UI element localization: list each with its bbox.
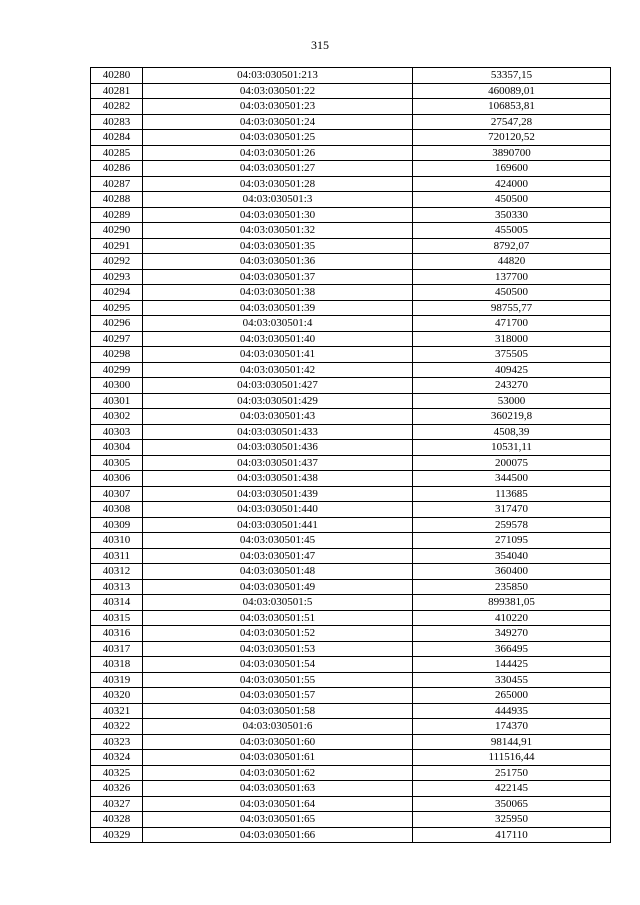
cadastral-number-cell: 04:03:030501:55 bbox=[143, 672, 413, 688]
value-cell: 375505 bbox=[413, 347, 611, 363]
cadastral-number-cell: 04:03:030501:39 bbox=[143, 300, 413, 316]
value-cell: 422145 bbox=[413, 781, 611, 797]
value-cell: 417110 bbox=[413, 827, 611, 843]
cadastral-number-cell: 04:03:030501:439 bbox=[143, 486, 413, 502]
row-number-cell: 40281 bbox=[91, 83, 143, 99]
row-number-cell: 40288 bbox=[91, 192, 143, 208]
row-number-cell: 40297 bbox=[91, 331, 143, 347]
cadastral-number-cell: 04:03:030501:35 bbox=[143, 238, 413, 254]
value-cell: 174370 bbox=[413, 719, 611, 735]
table-row bbox=[91, 657, 611, 673]
table-row bbox=[91, 486, 611, 502]
row-number-cell: 40313 bbox=[91, 579, 143, 595]
cadastral-number-cell: 04:03:030501:437 bbox=[143, 455, 413, 471]
value-cell: 330455 bbox=[413, 672, 611, 688]
table-row bbox=[91, 145, 611, 161]
table-row bbox=[91, 734, 611, 750]
cadastral-number-cell: 04:03:030501:58 bbox=[143, 703, 413, 719]
value-cell: 200075 bbox=[413, 455, 611, 471]
table-row bbox=[91, 99, 611, 115]
value-cell: 899381,05 bbox=[413, 595, 611, 611]
cadastral-number-cell: 04:03:030501:48 bbox=[143, 564, 413, 580]
table-row bbox=[91, 362, 611, 378]
table-row bbox=[91, 610, 611, 626]
row-number-cell: 40316 bbox=[91, 626, 143, 642]
table-row bbox=[91, 269, 611, 285]
table-row bbox=[91, 796, 611, 812]
cadastral-number-cell: 04:03:030501:40 bbox=[143, 331, 413, 347]
row-number-cell: 40301 bbox=[91, 393, 143, 409]
cadastral-number-cell: 04:03:030501:26 bbox=[143, 145, 413, 161]
value-cell: 137700 bbox=[413, 269, 611, 285]
cadastral-number-cell: 04:03:030501:51 bbox=[143, 610, 413, 626]
cadastral-number-cell: 04:03:030501:38 bbox=[143, 285, 413, 301]
table-row bbox=[91, 672, 611, 688]
row-number-cell: 40287 bbox=[91, 176, 143, 192]
table-row bbox=[91, 238, 611, 254]
table-row bbox=[91, 502, 611, 518]
row-number-cell: 40302 bbox=[91, 409, 143, 425]
row-number-cell: 40289 bbox=[91, 207, 143, 223]
cadastral-number-cell: 04:03:030501:52 bbox=[143, 626, 413, 642]
cadastral-number-cell: 04:03:030501:36 bbox=[143, 254, 413, 270]
row-number-cell: 40312 bbox=[91, 564, 143, 580]
value-cell: 460089,01 bbox=[413, 83, 611, 99]
cadastral-number-cell: 04:03:030501:24 bbox=[143, 114, 413, 130]
table-row bbox=[91, 378, 611, 394]
cadastral-number-cell: 04:03:030501:25 bbox=[143, 130, 413, 146]
cadastral-number-cell: 04:03:030501:32 bbox=[143, 223, 413, 239]
table-row bbox=[91, 161, 611, 177]
cadastral-number-cell: 04:03:030501:30 bbox=[143, 207, 413, 223]
row-number-cell: 40318 bbox=[91, 657, 143, 673]
cadastral-number-cell: 04:03:030501:57 bbox=[143, 688, 413, 704]
row-number-cell: 40304 bbox=[91, 440, 143, 456]
row-number-cell: 40295 bbox=[91, 300, 143, 316]
table-row bbox=[91, 781, 611, 797]
value-cell: 27547,28 bbox=[413, 114, 611, 130]
value-cell: 106853,81 bbox=[413, 99, 611, 115]
value-cell: 53357,15 bbox=[413, 68, 611, 84]
row-number-cell: 40310 bbox=[91, 533, 143, 549]
registry-table-body bbox=[91, 68, 611, 843]
row-number-cell: 40323 bbox=[91, 734, 143, 750]
row-number-cell: 40286 bbox=[91, 161, 143, 177]
table-row bbox=[91, 517, 611, 533]
cadastral-number-cell: 04:03:030501:49 bbox=[143, 579, 413, 595]
table-row bbox=[91, 765, 611, 781]
cadastral-number-cell: 04:03:030501:65 bbox=[143, 812, 413, 828]
cadastral-number-cell: 04:03:030501:60 bbox=[143, 734, 413, 750]
value-cell: 98755,77 bbox=[413, 300, 611, 316]
cadastral-number-cell: 04:03:030501:429 bbox=[143, 393, 413, 409]
row-number-cell: 40328 bbox=[91, 812, 143, 828]
cadastral-number-cell: 04:03:030501:37 bbox=[143, 269, 413, 285]
row-number-cell: 40320 bbox=[91, 688, 143, 704]
cadastral-number-cell: 04:03:030501:45 bbox=[143, 533, 413, 549]
row-number-cell: 40308 bbox=[91, 502, 143, 518]
table-row bbox=[91, 254, 611, 270]
cadastral-number-cell: 04:03:030501:213 bbox=[143, 68, 413, 84]
row-number-cell: 40291 bbox=[91, 238, 143, 254]
row-number-cell: 40325 bbox=[91, 765, 143, 781]
table-row bbox=[91, 812, 611, 828]
row-number-cell: 40282 bbox=[91, 99, 143, 115]
table-row bbox=[91, 300, 611, 316]
value-cell: 409425 bbox=[413, 362, 611, 378]
value-cell: 360219,8 bbox=[413, 409, 611, 425]
cadastral-number-cell: 04:03:030501:63 bbox=[143, 781, 413, 797]
value-cell: 354040 bbox=[413, 548, 611, 564]
value-cell: 10531,11 bbox=[413, 440, 611, 456]
table-row bbox=[91, 595, 611, 611]
table-row bbox=[91, 641, 611, 657]
value-cell: 318000 bbox=[413, 331, 611, 347]
row-number-cell: 40292 bbox=[91, 254, 143, 270]
value-cell: 144425 bbox=[413, 657, 611, 673]
row-number-cell: 40329 bbox=[91, 827, 143, 843]
value-cell: 424000 bbox=[413, 176, 611, 192]
value-cell: 271095 bbox=[413, 533, 611, 549]
row-number-cell: 40293 bbox=[91, 269, 143, 285]
cadastral-number-cell: 04:03:030501:42 bbox=[143, 362, 413, 378]
value-cell: 366495 bbox=[413, 641, 611, 657]
table-row bbox=[91, 409, 611, 425]
cadastral-number-cell: 04:03:030501:22 bbox=[143, 83, 413, 99]
value-cell: 4508,39 bbox=[413, 424, 611, 440]
cadastral-number-cell: 04:03:030501:66 bbox=[143, 827, 413, 843]
cadastral-number-cell: 04:03:030501:433 bbox=[143, 424, 413, 440]
value-cell: 349270 bbox=[413, 626, 611, 642]
row-number-cell: 40280 bbox=[91, 68, 143, 84]
row-number-cell: 40303 bbox=[91, 424, 143, 440]
table-row bbox=[91, 192, 611, 208]
table-row bbox=[91, 331, 611, 347]
row-number-cell: 40283 bbox=[91, 114, 143, 130]
cadastral-number-cell: 04:03:030501:23 bbox=[143, 99, 413, 115]
row-number-cell: 40285 bbox=[91, 145, 143, 161]
value-cell: 450500 bbox=[413, 192, 611, 208]
cadastral-number-cell: 04:03:030501:3 bbox=[143, 192, 413, 208]
row-number-cell: 40284 bbox=[91, 130, 143, 146]
row-number-cell: 40321 bbox=[91, 703, 143, 719]
value-cell: 113685 bbox=[413, 486, 611, 502]
row-number-cell: 40300 bbox=[91, 378, 143, 394]
value-cell: 259578 bbox=[413, 517, 611, 533]
row-number-cell: 40311 bbox=[91, 548, 143, 564]
table-row bbox=[91, 626, 611, 642]
cadastral-number-cell: 04:03:030501:53 bbox=[143, 641, 413, 657]
cadastral-number-cell: 04:03:030501:54 bbox=[143, 657, 413, 673]
row-number-cell: 40298 bbox=[91, 347, 143, 363]
row-number-cell: 40296 bbox=[91, 316, 143, 332]
cadastral-number-cell: 04:03:030501:41 bbox=[143, 347, 413, 363]
cadastral-number-cell: 04:03:030501:4 bbox=[143, 316, 413, 332]
value-cell: 265000 bbox=[413, 688, 611, 704]
value-cell: 98144,91 bbox=[413, 734, 611, 750]
row-number-cell: 40314 bbox=[91, 595, 143, 611]
cadastral-number-cell: 04:03:030501:427 bbox=[143, 378, 413, 394]
row-number-cell: 40306 bbox=[91, 471, 143, 487]
cadastral-number-cell: 04:03:030501:28 bbox=[143, 176, 413, 192]
table-row bbox=[91, 455, 611, 471]
value-cell: 8792,07 bbox=[413, 238, 611, 254]
table-row bbox=[91, 130, 611, 146]
table-row bbox=[91, 424, 611, 440]
table-row bbox=[91, 440, 611, 456]
cadastral-number-cell: 04:03:030501:440 bbox=[143, 502, 413, 518]
table-row bbox=[91, 207, 611, 223]
row-number-cell: 40299 bbox=[91, 362, 143, 378]
cadastral-number-cell: 04:03:030501:64 bbox=[143, 796, 413, 812]
value-cell: 360400 bbox=[413, 564, 611, 580]
table-row bbox=[91, 114, 611, 130]
table-row bbox=[91, 316, 611, 332]
row-number-cell: 40322 bbox=[91, 719, 143, 735]
table-row bbox=[91, 223, 611, 239]
cadastral-number-cell: 04:03:030501:43 bbox=[143, 409, 413, 425]
value-cell: 169600 bbox=[413, 161, 611, 177]
value-cell: 3890700 bbox=[413, 145, 611, 161]
table-row bbox=[91, 285, 611, 301]
table-row bbox=[91, 827, 611, 843]
cadastral-number-cell: 04:03:030501:438 bbox=[143, 471, 413, 487]
table-row bbox=[91, 564, 611, 580]
registry-table bbox=[90, 67, 611, 843]
row-number-cell: 40324 bbox=[91, 750, 143, 766]
table-row bbox=[91, 393, 611, 409]
cadastral-number-cell: 04:03:030501:436 bbox=[143, 440, 413, 456]
table-row bbox=[91, 579, 611, 595]
table-row bbox=[91, 688, 611, 704]
row-number-cell: 40327 bbox=[91, 796, 143, 812]
cadastral-number-cell: 04:03:030501:6 bbox=[143, 719, 413, 735]
value-cell: 44820 bbox=[413, 254, 611, 270]
table-row bbox=[91, 347, 611, 363]
table-row bbox=[91, 703, 611, 719]
table-row bbox=[91, 750, 611, 766]
cadastral-number-cell: 04:03:030501:5 bbox=[143, 595, 413, 611]
value-cell: 471700 bbox=[413, 316, 611, 332]
table-row bbox=[91, 471, 611, 487]
value-cell: 450500 bbox=[413, 285, 611, 301]
value-cell: 317470 bbox=[413, 502, 611, 518]
value-cell: 720120,52 bbox=[413, 130, 611, 146]
cadastral-number-cell: 04:03:030501:62 bbox=[143, 765, 413, 781]
value-cell: 455005 bbox=[413, 223, 611, 239]
value-cell: 350065 bbox=[413, 796, 611, 812]
cadastral-number-cell: 04:03:030501:441 bbox=[143, 517, 413, 533]
row-number-cell: 40307 bbox=[91, 486, 143, 502]
row-number-cell: 40315 bbox=[91, 610, 143, 626]
value-cell: 444935 bbox=[413, 703, 611, 719]
value-cell: 350330 bbox=[413, 207, 611, 223]
cadastral-number-cell: 04:03:030501:47 bbox=[143, 548, 413, 564]
value-cell: 235850 bbox=[413, 579, 611, 595]
table-row bbox=[91, 83, 611, 99]
cadastral-number-cell: 04:03:030501:61 bbox=[143, 750, 413, 766]
row-number-cell: 40319 bbox=[91, 672, 143, 688]
row-number-cell: 40290 bbox=[91, 223, 143, 239]
value-cell: 53000 bbox=[413, 393, 611, 409]
value-cell: 251750 bbox=[413, 765, 611, 781]
row-number-cell: 40305 bbox=[91, 455, 143, 471]
row-number-cell: 40326 bbox=[91, 781, 143, 797]
table-row bbox=[91, 548, 611, 564]
row-number-cell: 40309 bbox=[91, 517, 143, 533]
value-cell: 410220 bbox=[413, 610, 611, 626]
table-row bbox=[91, 68, 611, 84]
table-row bbox=[91, 719, 611, 735]
value-cell: 344500 bbox=[413, 471, 611, 487]
table-row bbox=[91, 176, 611, 192]
value-cell: 243270 bbox=[413, 378, 611, 394]
page-number: 315 bbox=[311, 38, 329, 52]
cadastral-number-cell: 04:03:030501:27 bbox=[143, 161, 413, 177]
value-cell: 111516,44 bbox=[413, 750, 611, 766]
table-row bbox=[91, 533, 611, 549]
value-cell: 325950 bbox=[413, 812, 611, 828]
row-number-cell: 40317 bbox=[91, 641, 143, 657]
row-number-cell: 40294 bbox=[91, 285, 143, 301]
